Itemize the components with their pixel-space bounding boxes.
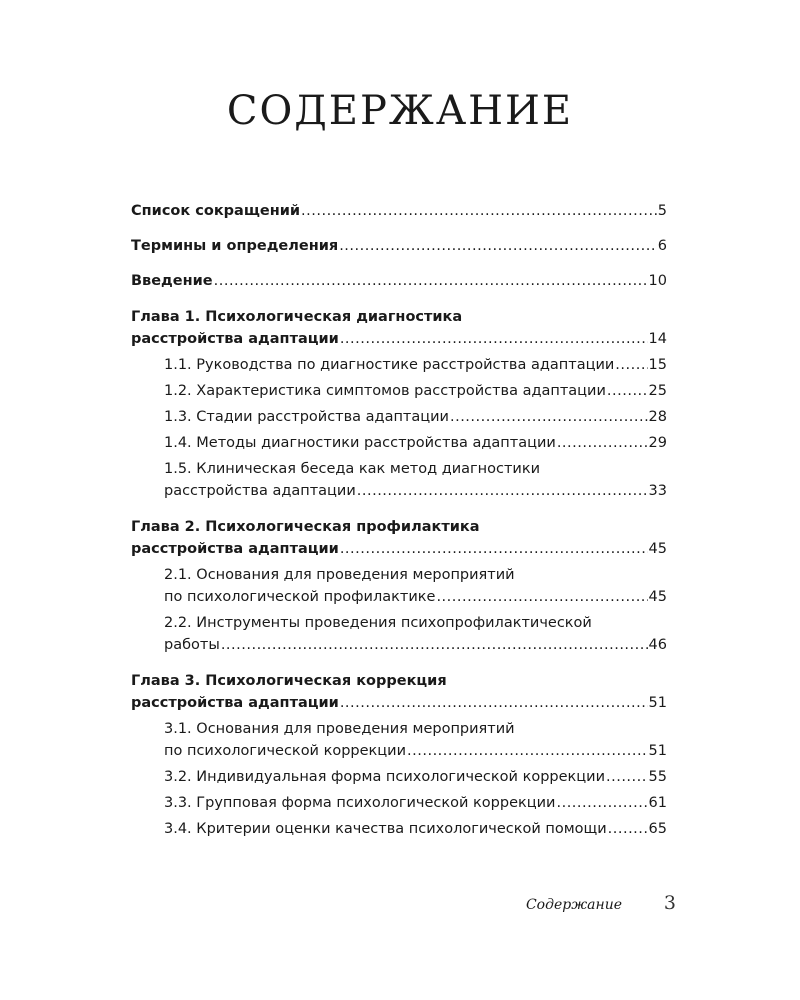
toc-section-3-2[interactable] bbox=[164, 766, 667, 788]
toc-section-title: 1.5. Клиническая беседа как метод диагностики bbox=[164, 461, 541, 477]
toc-entry-title: Введение bbox=[131, 273, 213, 289]
dot-leader bbox=[556, 792, 647, 814]
toc-page-number: 46 bbox=[648, 637, 667, 653]
table-of-contents bbox=[131, 200, 667, 840]
toc-section-title: 1.4. Методы диагностики расстройства адаптации bbox=[164, 435, 556, 451]
toc-page-number: 5 bbox=[657, 203, 667, 219]
toc-chapter-title: Глава 1. Психологическая диагностика bbox=[131, 309, 463, 325]
toc-section-3-3[interactable] bbox=[164, 792, 667, 814]
toc-page-number: 33 bbox=[648, 483, 667, 499]
toc-page-number: 15 bbox=[648, 357, 667, 373]
dot-leader bbox=[606, 766, 648, 788]
toc-entry-abbreviations[interactable] bbox=[131, 200, 667, 222]
toc-section-title: 2.1. Основания для проведения мероприятий bbox=[164, 567, 515, 583]
toc-section-2-2[interactable] bbox=[164, 612, 667, 656]
dot-leader bbox=[436, 586, 647, 608]
toc-section-title-cont: по психологической профилактике bbox=[164, 589, 436, 605]
toc-page-number: 14 bbox=[648, 331, 667, 347]
toc-section-title: 3.1. Основания для проведения мероприятий bbox=[164, 721, 515, 737]
toc-chapter-title-cont: расстройства адаптации bbox=[131, 695, 339, 711]
toc-section-title-cont: по психологической коррекции bbox=[164, 743, 407, 759]
toc-page-number: 61 bbox=[648, 795, 667, 811]
toc-page-number: 51 bbox=[648, 743, 667, 759]
toc-section-3-1[interactable] bbox=[164, 718, 667, 762]
toc-section-1-1[interactable] bbox=[164, 354, 667, 376]
toc-page-number: 65 bbox=[648, 821, 667, 837]
toc-page-number: 28 bbox=[648, 409, 667, 425]
page-title: СОДЕРЖАНИЕ bbox=[226, 88, 574, 134]
toc-entry-title: Термины и определения bbox=[131, 238, 339, 254]
dot-leader bbox=[608, 818, 648, 840]
toc-chapter-2[interactable] bbox=[131, 516, 667, 560]
toc-section-title: 1.2. Характеристика симптомов расстройства адаптации bbox=[164, 383, 606, 399]
dot-leader bbox=[221, 634, 648, 656]
toc-entry-terms[interactable] bbox=[131, 235, 667, 257]
toc-section-title: 1.1. Руководства по диагностике расстройства адаптации bbox=[164, 357, 615, 373]
toc-chapter-title-cont: расстройства адаптации bbox=[131, 331, 339, 347]
dot-leader bbox=[557, 432, 648, 454]
toc-section-title: 3.4. Критерии оценки качества психологической помощи bbox=[164, 821, 607, 837]
toc-page-number: 25 bbox=[648, 383, 667, 399]
toc-chapter-title: Глава 2. Психологическая профилактика bbox=[131, 519, 480, 535]
toc-page-number: 29 bbox=[648, 435, 667, 451]
dot-leader bbox=[340, 328, 648, 350]
dot-leader bbox=[301, 200, 657, 222]
toc-section-title: 3.3. Групповая форма психологической коррекции bbox=[164, 795, 556, 811]
dot-leader bbox=[607, 380, 648, 402]
toc-section-1-5[interactable] bbox=[164, 458, 667, 502]
toc-section-1-4[interactable] bbox=[164, 432, 667, 454]
toc-chapter-title-cont: расстройства адаптации bbox=[131, 541, 339, 557]
toc-section-title: 2.2. Инструменты проведения психопрофилактической bbox=[164, 615, 592, 631]
toc-section-1-2[interactable] bbox=[164, 380, 667, 402]
dot-leader bbox=[357, 480, 648, 502]
toc-section-title-cont: работы bbox=[164, 637, 220, 653]
dot-leader bbox=[339, 235, 657, 257]
dot-leader bbox=[340, 692, 648, 714]
toc-chapter-title: Глава 3. Психологическая коррекция bbox=[131, 673, 447, 689]
toc-page-number: 10 bbox=[648, 273, 667, 289]
toc-section-title-cont: расстройства адаптации bbox=[164, 483, 356, 499]
dot-leader bbox=[407, 740, 648, 762]
toc-page-number: 51 bbox=[648, 695, 667, 711]
toc-section-title: 1.3. Стадии расстройства адаптации bbox=[164, 409, 449, 425]
toc-page-number: 45 bbox=[648, 589, 667, 605]
toc-page-number: 45 bbox=[648, 541, 667, 557]
toc-section-1-3[interactable] bbox=[164, 406, 667, 428]
toc-section-3-4[interactable] bbox=[164, 818, 667, 840]
toc-entry-title: Список сокращений bbox=[131, 203, 301, 219]
page-number: 3 bbox=[663, 892, 676, 914]
toc-chapter-3[interactable] bbox=[131, 670, 667, 714]
toc-section-2-1[interactable] bbox=[164, 564, 667, 608]
toc-section-title: 3.2. Индивидуальная форма психологической коррекции bbox=[164, 769, 605, 785]
toc-entry-introduction[interactable] bbox=[131, 270, 667, 292]
dot-leader bbox=[615, 354, 647, 376]
toc-chapter-1[interactable] bbox=[131, 306, 667, 350]
toc-page-number: 55 bbox=[648, 769, 667, 785]
dot-leader bbox=[450, 406, 648, 428]
toc-page-number: 6 bbox=[657, 238, 667, 254]
running-footer-label: Содержание bbox=[525, 897, 622, 913]
dot-leader bbox=[214, 270, 648, 292]
dot-leader bbox=[340, 538, 648, 560]
